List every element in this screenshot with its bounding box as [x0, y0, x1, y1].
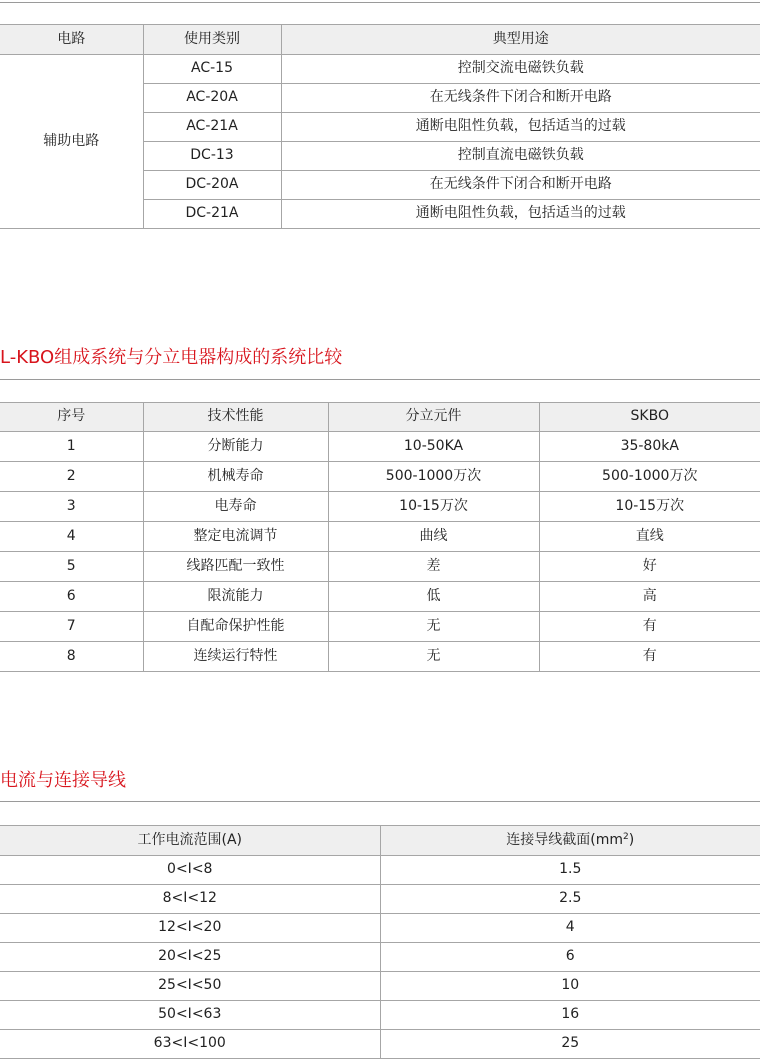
table-row	[0, 552, 760, 582]
current-range-cell: 8<I<12	[0, 885, 380, 914]
header-wire-section-text: 连接导线截面(mm	[506, 831, 624, 848]
no-cell: 3	[0, 492, 143, 522]
current-range-cell: 0<I<8	[0, 856, 380, 885]
header-no: 序号	[0, 403, 143, 432]
table-row	[0, 522, 760, 552]
current-wire-table	[0, 825, 760, 1059]
category-cell: AC-21A	[143, 113, 281, 142]
usage-cell: 通断电阻性负载，包括适当的过载	[281, 200, 760, 229]
category-cell: AC-20A	[143, 84, 281, 113]
table-row	[0, 856, 760, 885]
wire-section-cell: 1.5	[380, 856, 760, 885]
skbo-cell: 高	[539, 582, 760, 612]
discrete-cell: 低	[328, 582, 539, 612]
no-cell: 7	[0, 612, 143, 642]
header-category: 使用类别	[143, 25, 281, 55]
usage-cell: 在无线条件下闭合和断开电路	[281, 84, 760, 113]
usage-category-table	[0, 24, 760, 229]
no-cell: 8	[0, 642, 143, 672]
performance-cell: 机械寿命	[143, 462, 328, 492]
table-row	[0, 582, 760, 612]
header-current-range: 工作电流范围(A)	[0, 826, 380, 856]
table-row	[0, 55, 760, 84]
wire-section-cell: 4	[380, 914, 760, 943]
header-wire-section-close: )	[628, 831, 635, 848]
discrete-cell: 10-15万次	[328, 492, 539, 522]
current-range-cell: 63<I<100	[0, 1030, 380, 1059]
performance-cell: 电寿命	[143, 492, 328, 522]
category-cell: DC-13	[143, 142, 281, 171]
usage-cell: 控制直流电磁铁负载	[281, 142, 760, 171]
usage-cell: 控制交流电磁铁负载	[281, 55, 760, 84]
section-rule	[0, 801, 760, 802]
skbo-cell: 10-15万次	[539, 492, 760, 522]
wire-section-cell: 16	[380, 1001, 760, 1030]
discrete-cell: 500-1000万次	[328, 462, 539, 492]
no-cell: 1	[0, 432, 143, 462]
no-cell: 5	[0, 552, 143, 582]
table-row	[0, 1030, 760, 1059]
table-row	[0, 1001, 760, 1030]
wire-section-cell: 25	[380, 1030, 760, 1059]
section-rule	[0, 379, 760, 380]
performance-cell: 分断能力	[143, 432, 328, 462]
current-range-cell: 20<I<25	[0, 943, 380, 972]
table-row	[0, 943, 760, 972]
skbo-cell: 500-1000万次	[539, 462, 760, 492]
category-cell: AC-15	[143, 55, 281, 84]
wire-section-cell: 6	[380, 943, 760, 972]
no-cell: 2	[0, 462, 143, 492]
table-row	[0, 432, 760, 462]
header-skbo: SKBO	[539, 403, 760, 432]
skbo-cell: 35-80kA	[539, 432, 760, 462]
wire-section-cell: 10	[380, 972, 760, 1001]
skbo-cell: 好	[539, 552, 760, 582]
table-row	[0, 914, 760, 943]
performance-cell: 自配命保护性能	[143, 612, 328, 642]
skbo-cell: 直线	[539, 522, 760, 552]
header-discrete: 分立元件	[328, 403, 539, 432]
header-performance: 技术性能	[143, 403, 328, 432]
skbo-cell: 有	[539, 642, 760, 672]
performance-cell: 整定电流调节	[143, 522, 328, 552]
table-row	[0, 885, 760, 914]
table-row	[0, 612, 760, 642]
usage-cell: 通断电阻性负载，包括适当的过载	[281, 113, 760, 142]
section-title-current-wire: 电流与连接导线	[0, 770, 126, 791]
table-row	[0, 972, 760, 1001]
unit-superscript: 2	[623, 831, 629, 842]
header-usage: 典型用途	[281, 25, 760, 55]
no-cell: 6	[0, 582, 143, 612]
performance-cell: 连续运行特性	[143, 642, 328, 672]
current-range-cell: 25<I<50	[0, 972, 380, 1001]
section-title-comparison: L-KBO组成系统与分立电器构成的系统比较	[0, 347, 343, 368]
table-row	[0, 462, 760, 492]
discrete-cell: 差	[328, 552, 539, 582]
category-cell: DC-21A	[143, 200, 281, 229]
performance-cell: 限流能力	[143, 582, 328, 612]
current-range-cell: 12<I<20	[0, 914, 380, 943]
discrete-cell: 曲线	[328, 522, 539, 552]
table-row	[0, 642, 760, 672]
skbo-cell: 有	[539, 612, 760, 642]
comparison-table	[0, 402, 760, 672]
wire-section-cell: 2.5	[380, 885, 760, 914]
table-row	[0, 492, 760, 522]
top-rule	[0, 2, 760, 3]
header-circuit: 电路	[0, 25, 143, 55]
circuit-cell: 辅助电路	[0, 55, 143, 229]
discrete-cell: 10-50KA	[328, 432, 539, 462]
current-range-cell: 50<I<63	[0, 1001, 380, 1030]
category-cell: DC-20A	[143, 171, 281, 200]
performance-cell: 线路匹配一致性	[143, 552, 328, 582]
discrete-cell: 无	[328, 642, 539, 672]
discrete-cell: 无	[328, 612, 539, 642]
header-wire-section	[380, 826, 760, 856]
usage-cell: 在无线条件下闭合和断开电路	[281, 171, 760, 200]
no-cell: 4	[0, 522, 143, 552]
